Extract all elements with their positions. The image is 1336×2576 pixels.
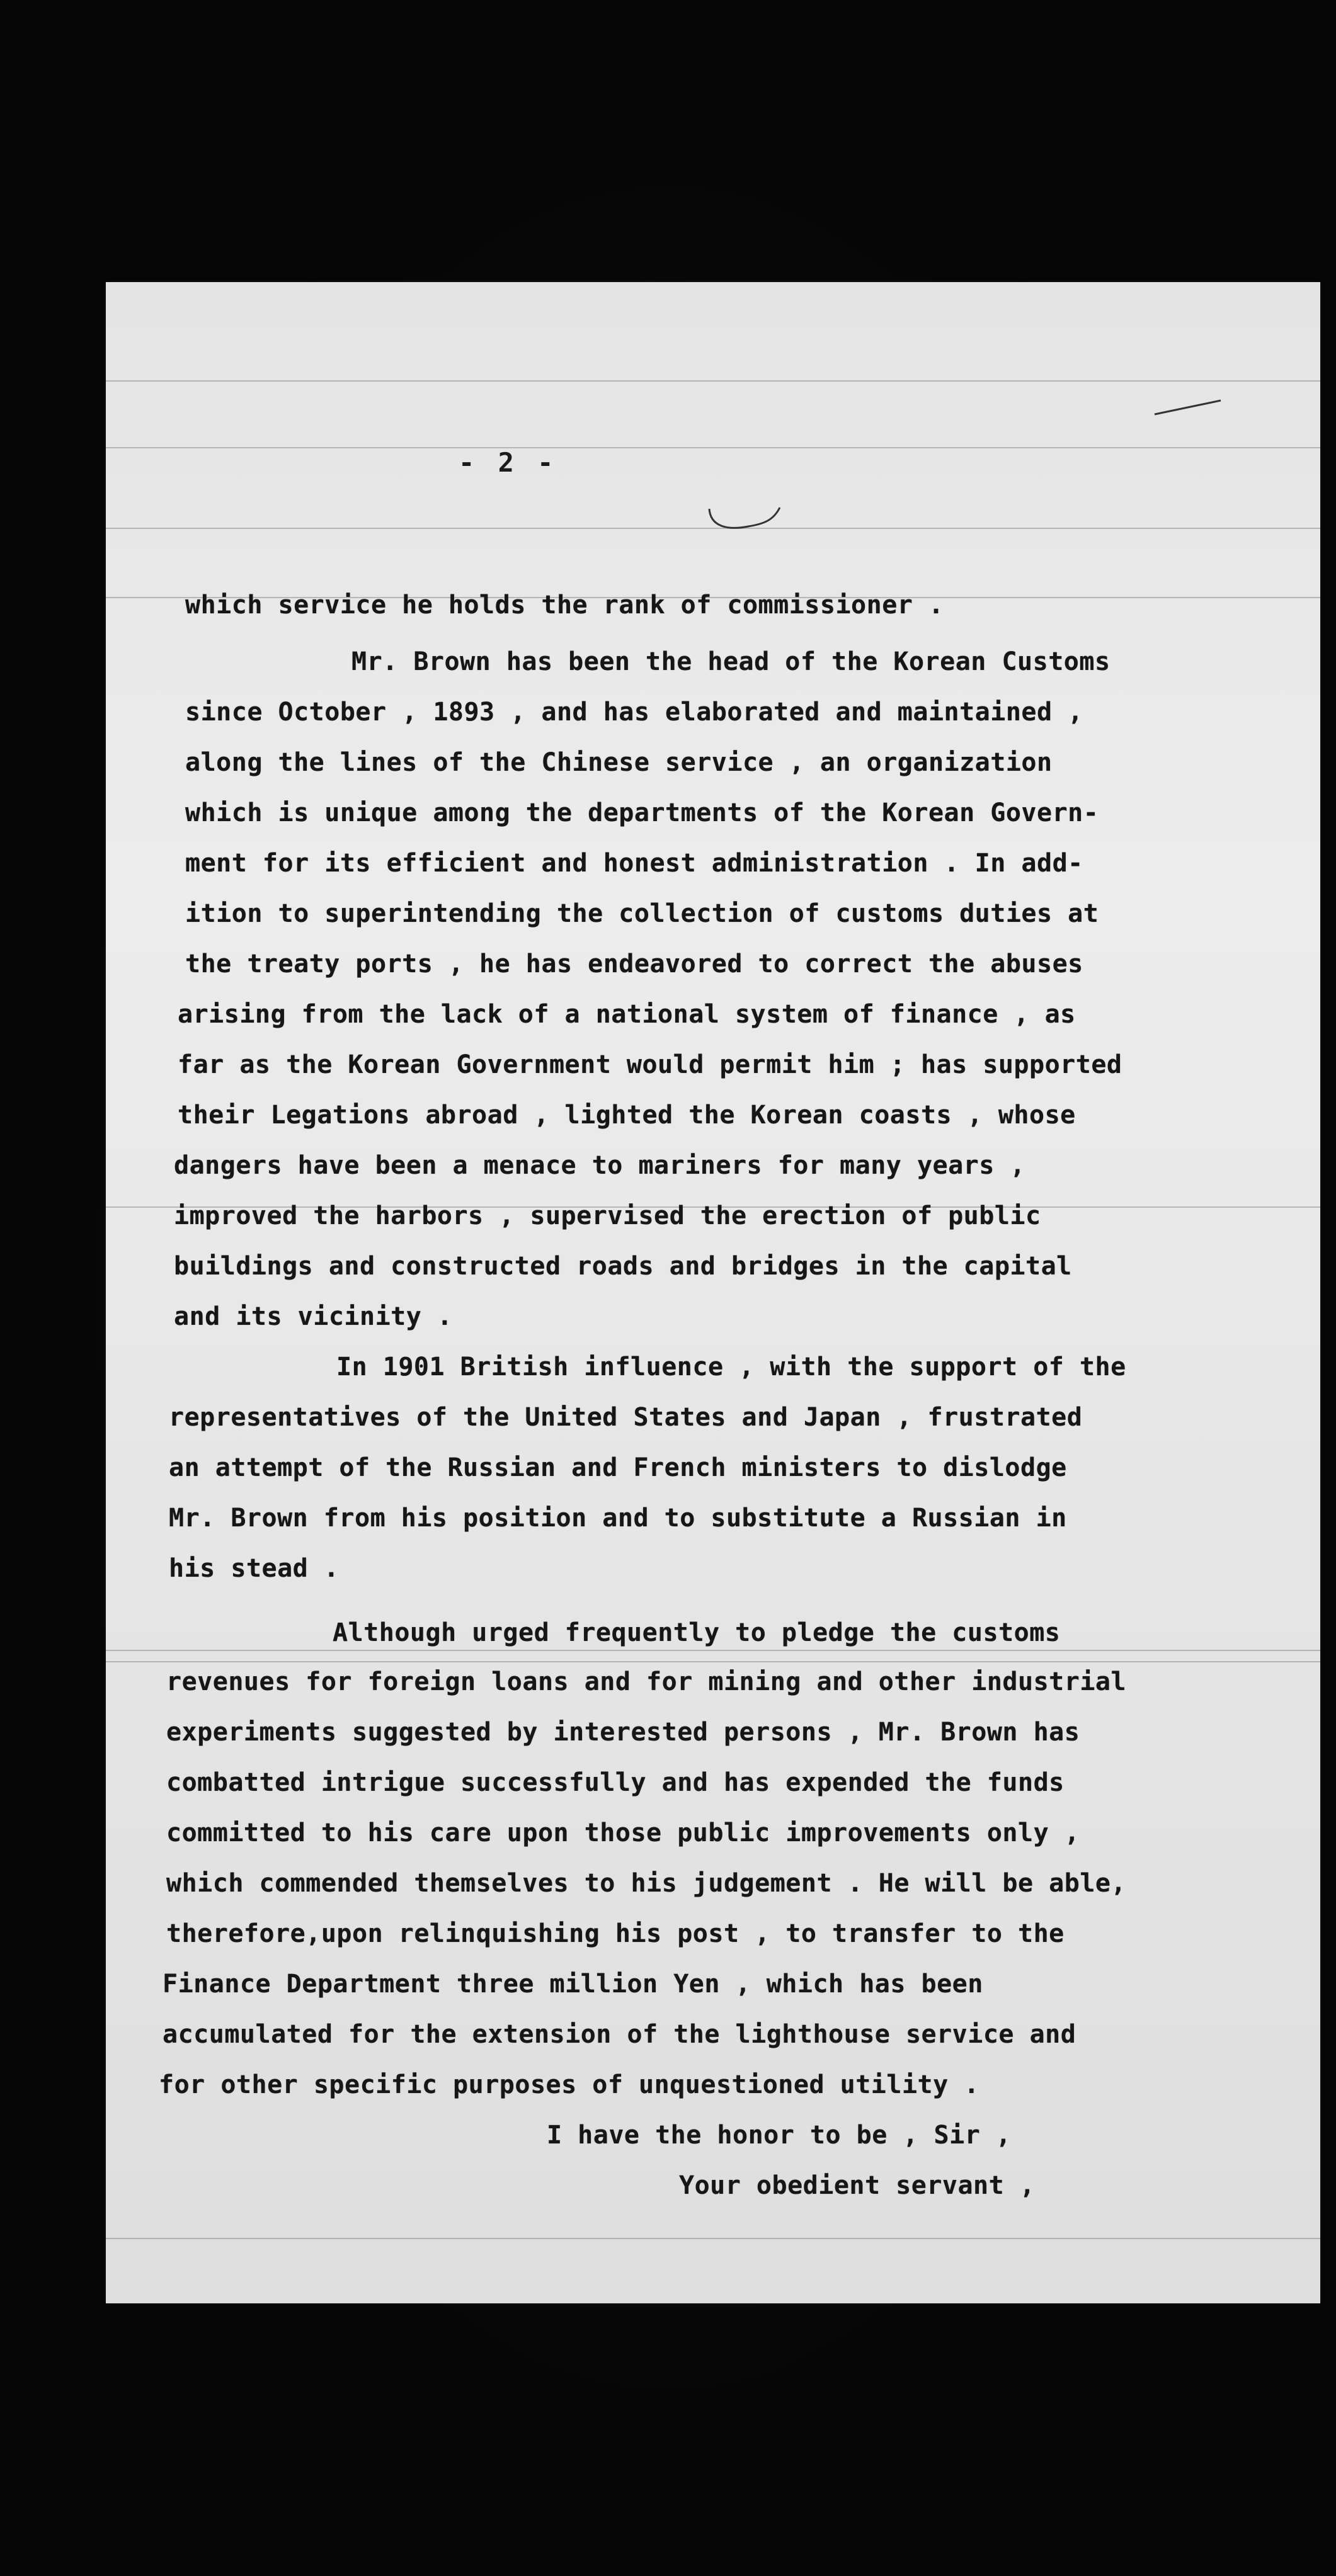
text-line: ition to superintending the collection of customs duties at [185,899,1099,928]
text-line: committed to his care upon those public improvements only , [166,1819,1080,1847]
text-line: ment for its efficient and honest administration . In add- [185,849,1083,878]
text-line: the treaty ports , he has endeavored to correct the abuses [185,950,1083,979]
text-line: In 1901 British influence , with the support of the [336,1353,1126,1382]
text-line: Although urged frequently to pledge the customs [333,1618,1061,1647]
text-line: arising from the lack of a national system of finance , as [178,1000,1076,1029]
text-line: his stead . [169,1554,340,1583]
page-rule [106,2238,1320,2239]
text-line: Finance Department three million Yen , which has been [163,1970,983,1999]
stray-pencil-mark [704,502,786,534]
text-line: for other specific purposes of unquestioned utility . [159,2070,979,2099]
text-line: far as the Korean Government would permit him ; has supported [178,1050,1122,1079]
text-line: dangers have been a menace to mariners for many years , [174,1151,1026,1180]
text-line: which service he holds the rank of commissioner . [185,591,944,620]
page-rule [106,1661,1320,1662]
closing-line: I have the honor to be , Sir , [547,2121,1012,2150]
text-line: experiments suggested by interested persons , Mr. Brown has [166,1718,1080,1747]
text-line: accumulated for the extension of the lighthouse service and [163,2020,1076,2049]
text-line: improved the harbors , supervised the erection of public [174,1201,1041,1230]
stray-pencil-mark [1151,395,1227,421]
text-line: Mr. Brown has been the head of the Korean Customs [351,647,1110,676]
text-line: combatted intrigue successfully and has expended the funds [166,1768,1065,1797]
text-line: buildings and constructed roads and bridges in the capital [174,1252,1072,1281]
text-line: revenues for foreign loans and for mining and other industrial [166,1667,1127,1696]
text-line: which commended themselves to his judgement . He will be able, [166,1869,1127,1898]
text-line: an attempt of the Russian and French ministers to dislodge [169,1453,1067,1482]
document-page [106,282,1320,2303]
page-rule [106,1650,1320,1651]
page-rule [106,380,1320,382]
text-line: along the lines of the Chinese service , an organization [185,748,1053,777]
text-line: since October , 1893 , and has elaborated and maintained , [185,698,1083,727]
text-line: representatives of the United States and Japan , frustrated [169,1403,1083,1432]
page-number: - 2 - [459,447,557,478]
text-line: which is unique among the departments of the Korean Govern- [185,798,1099,827]
text-line: Mr. Brown from his position and to substitute a Russian in [169,1504,1067,1533]
text-line: their Legations abroad , lighted the Korean coasts , whose [178,1101,1076,1130]
text-line: and its vicinity . [174,1302,453,1331]
page-rule [106,447,1320,448]
closing-line: Your obedient servant , [679,2171,1036,2200]
text-line: therefore,upon relinquishing his post , to transfer to the [166,1919,1065,1948]
